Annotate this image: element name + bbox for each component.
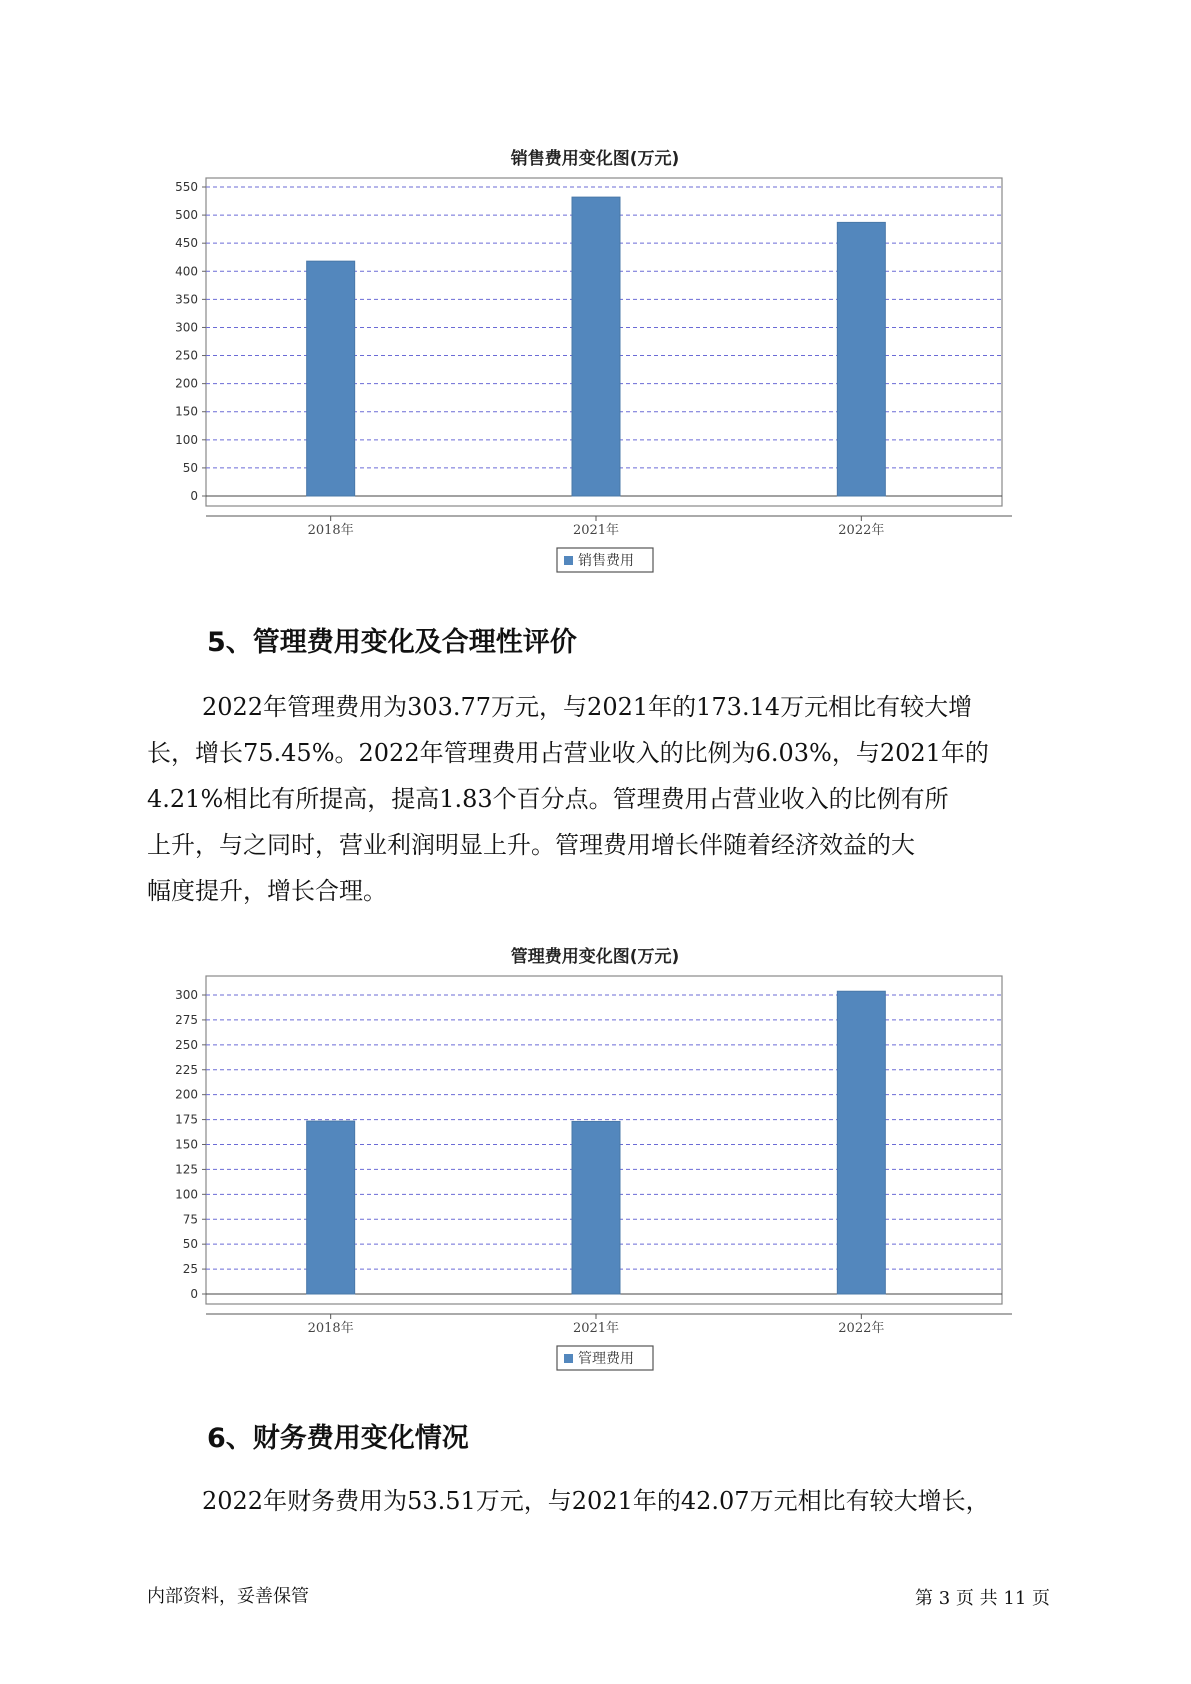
y-tick-label: 0 xyxy=(190,489,198,503)
paragraph-line: 2022年财务费用为53.51万元，与2021年的42.07万元相比有较大增长， xyxy=(202,1487,990,1515)
y-tick-label: 0 xyxy=(190,1287,198,1301)
y-tick-label: 300 xyxy=(175,320,198,335)
paragraph-line: 幅度提升，增长合理。 xyxy=(147,877,387,905)
section-6-paragraph xyxy=(147,1478,1047,1524)
section-5-paragraph xyxy=(147,684,1047,914)
y-tick-label: 450 xyxy=(175,236,198,251)
section-6-heading: 6、财务费用变化情况 xyxy=(207,1423,469,1454)
bar xyxy=(572,1121,620,1294)
x-tick-label: 2018年 xyxy=(307,1321,354,1336)
paragraph-line: 2022年管理费用为303.77万元，与2021年的173.14万元相比有较大增 xyxy=(202,693,973,721)
y-tick-label: 100 xyxy=(175,1187,198,1202)
paragraph-line: 4.21%相比有所提高，提高1.83个百分点。管理费用占营业收入的比例有所 xyxy=(147,785,949,813)
y-tick-label: 150 xyxy=(175,404,198,419)
y-tick-label: 250 xyxy=(175,348,198,363)
paragraph-line: 上升，与之同时，营业利润明显上升。管理费用增长伴随着经济效益的大 xyxy=(147,831,915,859)
y-tick-label: 25 xyxy=(182,1262,198,1277)
bar xyxy=(307,1121,355,1294)
bar xyxy=(837,222,885,496)
admin-expense-plot xyxy=(150,968,1040,1388)
legend-swatch xyxy=(564,556,573,565)
bar xyxy=(837,991,885,1294)
y-tick-label: 75 xyxy=(182,1212,198,1227)
sales-expense-chart xyxy=(150,140,1040,590)
y-tick-label: 125 xyxy=(175,1162,198,1177)
chart-title: 管理费用变化图(万元) xyxy=(510,947,680,967)
y-tick-label: 350 xyxy=(175,292,198,307)
x-tick-label: 2021年 xyxy=(572,1321,620,1336)
legend-swatch xyxy=(564,1354,573,1363)
bar xyxy=(572,197,620,496)
footer-page-number: 第 3 页 共 11 页 xyxy=(915,1588,1050,1609)
bar xyxy=(307,261,355,496)
legend-label: 销售费用 xyxy=(578,553,634,569)
y-tick-label: 275 xyxy=(175,1012,198,1027)
y-tick-label: 100 xyxy=(175,432,198,447)
y-tick-label: 175 xyxy=(175,1112,198,1127)
y-tick-label: 150 xyxy=(175,1137,198,1152)
y-tick-label: 50 xyxy=(182,1237,198,1252)
y-tick-label: 300 xyxy=(175,988,198,1002)
y-tick-label: 50 xyxy=(182,460,198,475)
x-tick-label: 2022年 xyxy=(838,1321,885,1336)
y-tick-label: 250 xyxy=(175,1037,198,1052)
section-5-heading: 5、管理费用变化及合理性评价 xyxy=(207,627,577,658)
admin-expense-chart xyxy=(150,938,1040,1388)
y-tick-label: 225 xyxy=(175,1062,198,1077)
legend-label: 管理费用 xyxy=(578,1351,634,1367)
sales-expense-plot xyxy=(150,170,1040,590)
paragraph-line: 长，增长75.45%。2022年管理费用占营业收入的比例为6.03%，与2021年的 xyxy=(147,739,989,767)
x-tick-label: 2022年 xyxy=(838,523,885,538)
y-tick-label: 500 xyxy=(175,208,198,223)
y-tick-label: 200 xyxy=(175,1087,198,1102)
footer-confidential: 内部资料，妥善保管 xyxy=(147,1586,309,1607)
chart-title: 销售费用变化图(万元) xyxy=(510,149,680,169)
x-tick-label: 2021年 xyxy=(572,523,620,538)
x-tick-label: 2018年 xyxy=(307,523,354,538)
y-tick-label: 200 xyxy=(175,376,198,391)
y-tick-label: 400 xyxy=(175,264,198,279)
y-tick-label: 550 xyxy=(175,180,198,194)
